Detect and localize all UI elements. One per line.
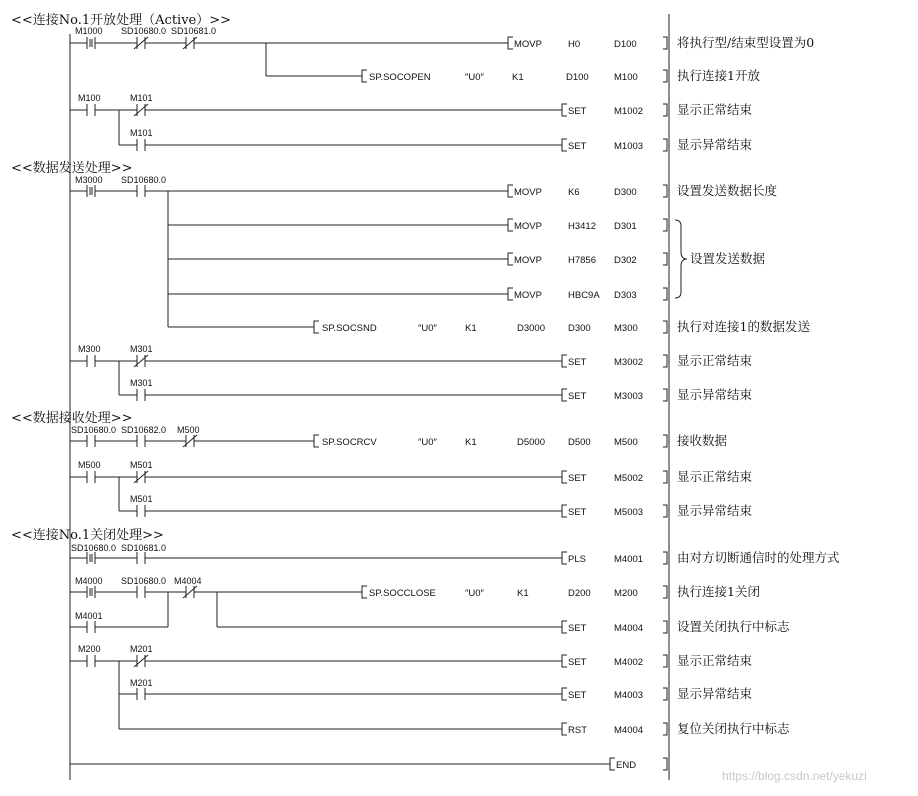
svg-text:D5000: D5000 (517, 437, 545, 448)
svg-text:M4000: M4000 (75, 576, 103, 586)
svg-text:M101: M101 (130, 93, 153, 103)
svg-text:显示正常结束: 显示正常结束 (677, 353, 753, 368)
svg-text:SP.SOCRCV: SP.SOCRCV (322, 437, 377, 448)
instruction-block (508, 37, 667, 50)
svg-text:SP.SOCSND: SP.SOCSND (322, 323, 377, 334)
svg-text:SET: SET (568, 657, 587, 668)
svg-text:显示异常结束: 显示异常结束 (677, 503, 753, 518)
svg-text:显示异常结束: 显示异常结束 (677, 387, 753, 402)
svg-text:K6: K6 (568, 187, 580, 198)
svg-text:D3000: D3000 (517, 323, 545, 334)
svg-text:执行对连接1的数据发送: 执行对连接1的数据发送 (677, 319, 810, 334)
svg-text:M201: M201 (130, 678, 153, 688)
contact-no (87, 104, 95, 116)
group-brace (675, 220, 687, 298)
svg-text:SET: SET (568, 623, 587, 634)
svg-text:D100: D100 (614, 39, 637, 50)
svg-text:D500: D500 (568, 437, 591, 448)
svg-text:M4004: M4004 (174, 576, 202, 586)
contact-no (87, 471, 95, 483)
instruction-block (562, 655, 667, 668)
instruction-block (562, 471, 667, 484)
svg-text:SP.SOCCLOSE: SP.SOCCLOSE (369, 588, 436, 599)
svg-text:SD10680.0: SD10680.0 (71, 543, 117, 553)
svg-text:M5003: M5003 (614, 507, 644, 518)
svg-text:M3000: M3000 (75, 175, 103, 185)
instruction-block (508, 219, 667, 232)
svg-text:M300: M300 (78, 344, 101, 354)
contact-pulse-rising (87, 586, 95, 598)
contact-no (137, 505, 145, 517)
contact-label: M1000 (75, 26, 103, 36)
svg-text:执行连接1关闭: 执行连接1关闭 (677, 584, 760, 599)
contact-pulse-rising (87, 37, 95, 49)
svg-text:HBC9A: HBC9A (568, 290, 600, 301)
svg-text:RST: RST (568, 725, 587, 736)
svg-text:复位关闭执行中标志: 复位关闭执行中标志 (677, 721, 790, 736)
svg-text:MOVP: MOVP (514, 187, 542, 198)
svg-text:SD10681.0: SD10681.0 (121, 543, 167, 553)
svg-text:M4001: M4001 (614, 554, 644, 565)
svg-text:D302: D302 (614, 255, 637, 266)
svg-text:D100: D100 (566, 72, 589, 83)
instruction-block (562, 355, 667, 368)
instruction-block (362, 70, 667, 83)
section-title: <<数据发送处理>> (11, 161, 133, 176)
svg-text:K1: K1 (465, 437, 477, 448)
svg-text:设置发送数据: 设置发送数据 (690, 251, 766, 266)
comment: 将执行型/结束型设置为0 (677, 35, 815, 50)
svg-text:M500: M500 (78, 460, 101, 470)
contact-pulse-rising (87, 185, 95, 197)
instruction-block (562, 104, 667, 117)
svg-text:MOVP: MOVP (514, 290, 542, 301)
svg-text:显示异常结束: 显示异常结束 (677, 686, 753, 701)
svg-text:M200: M200 (614, 588, 638, 599)
svg-text:SET: SET (568, 391, 587, 402)
instruction-block (562, 723, 667, 736)
svg-text:M501: M501 (130, 494, 153, 504)
svg-text:″U0″: ″U0″ (465, 588, 484, 599)
instruction-block (314, 321, 667, 334)
svg-text:D300: D300 (568, 323, 591, 334)
end-instruction (610, 758, 667, 771)
contact-no (87, 621, 95, 633)
svg-text:M4002: M4002 (614, 657, 644, 668)
svg-text:M3002: M3002 (614, 357, 644, 368)
svg-text:D200: D200 (568, 588, 591, 599)
svg-text:M500: M500 (614, 437, 638, 448)
svg-text:设置关闭执行中标志: 设置关闭执行中标志 (677, 619, 790, 634)
instruction-block (562, 505, 667, 518)
svg-text:D303: D303 (614, 290, 637, 301)
svg-text:显示异常结束: 显示异常结束 (677, 137, 753, 152)
svg-text:D301: D301 (614, 221, 637, 232)
instruction-block (562, 621, 667, 634)
instruction-block (562, 552, 667, 565)
instruction-block (508, 288, 667, 301)
instruction-block (562, 389, 667, 402)
svg-text:SET: SET (568, 141, 587, 152)
svg-text:H7856: H7856 (568, 255, 596, 266)
svg-text:SP.SOCOPEN: SP.SOCOPEN (369, 72, 431, 83)
section-title: <<连接No.1开放处理（Active）>> (11, 13, 232, 28)
svg-text:M4003: M4003 (614, 690, 644, 701)
instruction-block (508, 253, 667, 266)
svg-text:M100: M100 (78, 93, 101, 103)
svg-text:K1: K1 (512, 72, 524, 83)
svg-text:H3412: H3412 (568, 221, 596, 232)
svg-text:M101: M101 (130, 128, 153, 138)
contact-no (137, 688, 145, 700)
instruction-block (362, 586, 667, 599)
section-title: <<数据接收处理>> (11, 411, 133, 426)
svg-text:M3003: M3003 (614, 391, 644, 402)
svg-text:M201: M201 (130, 644, 153, 654)
section-title: <<连接No.1关闭处理>> (11, 528, 164, 543)
svg-text:PLS: PLS (568, 554, 586, 565)
svg-text:END: END (616, 760, 637, 771)
contact-no (87, 435, 95, 447)
svg-text:M200: M200 (78, 644, 101, 654)
svg-text:M501: M501 (130, 460, 153, 470)
contact-pulse-falling (87, 552, 95, 564)
svg-text:SD10680.0: SD10680.0 (121, 175, 167, 185)
svg-text:显示正常结束: 显示正常结束 (677, 102, 753, 117)
comment: 执行连接1开放 (677, 68, 760, 83)
svg-text:M5002: M5002 (614, 473, 644, 484)
svg-text:″U0″: ″U0″ (418, 437, 437, 448)
svg-text:MOVP: MOVP (514, 255, 542, 266)
svg-text:接收数据: 接收数据 (677, 433, 728, 448)
svg-text:M100: M100 (614, 72, 638, 83)
svg-text:M301: M301 (130, 378, 153, 388)
svg-text:SD10680.0: SD10680.0 (71, 425, 117, 435)
svg-text:D300: D300 (614, 187, 637, 198)
instruction-block (562, 139, 667, 152)
svg-text:SET: SET (568, 690, 587, 701)
contact-no (137, 435, 145, 447)
svg-text:M4004: M4004 (614, 623, 644, 634)
contact-no (137, 389, 145, 401)
svg-text:M4001: M4001 (75, 611, 103, 621)
svg-text:MOVP: MOVP (514, 39, 542, 50)
svg-text:K1: K1 (465, 323, 477, 334)
svg-text:M1003: M1003 (614, 141, 644, 152)
svg-text:M4004: M4004 (614, 725, 644, 736)
svg-text:SET: SET (568, 507, 587, 518)
contact-no (87, 355, 95, 367)
svg-text:SET: SET (568, 357, 587, 368)
svg-text:SD10682.0: SD10682.0 (121, 425, 167, 435)
instruction-block (508, 185, 667, 198)
watermark: https://blog.csdn.net/yekuzi (722, 769, 867, 783)
svg-text:MOVP: MOVP (514, 221, 542, 232)
svg-text:SET: SET (568, 473, 587, 484)
svg-text:H0: H0 (568, 39, 581, 50)
contact-no (137, 552, 145, 564)
contact-label: SD10680.0 (121, 26, 167, 36)
svg-text:M300: M300 (614, 323, 638, 334)
svg-text:″U0″: ″U0″ (418, 323, 437, 334)
svg-text:M1002: M1002 (614, 106, 644, 117)
contact-no (137, 139, 145, 151)
svg-text:K1: K1 (517, 588, 529, 599)
svg-text:SET: SET (568, 106, 587, 117)
svg-text:设置发送数据长度: 设置发送数据长度 (677, 183, 778, 198)
svg-text:M301: M301 (130, 344, 153, 354)
contact-no (137, 586, 145, 598)
instruction-block (314, 435, 667, 448)
svg-text:由对方切断通信时的处理方式: 由对方切断通信时的处理方式 (677, 550, 840, 565)
svg-text:SD10680.0: SD10680.0 (121, 576, 167, 586)
svg-text:″U0″: ″U0″ (465, 72, 484, 83)
svg-text:显示正常结束: 显示正常结束 (677, 653, 753, 668)
svg-text:M500: M500 (177, 425, 200, 435)
svg-text:显示正常结束: 显示正常结束 (677, 469, 753, 484)
contact-label: SD10681.0 (171, 26, 217, 36)
contact-no (137, 185, 145, 197)
instruction-block (562, 688, 667, 701)
contact-no (87, 655, 95, 667)
